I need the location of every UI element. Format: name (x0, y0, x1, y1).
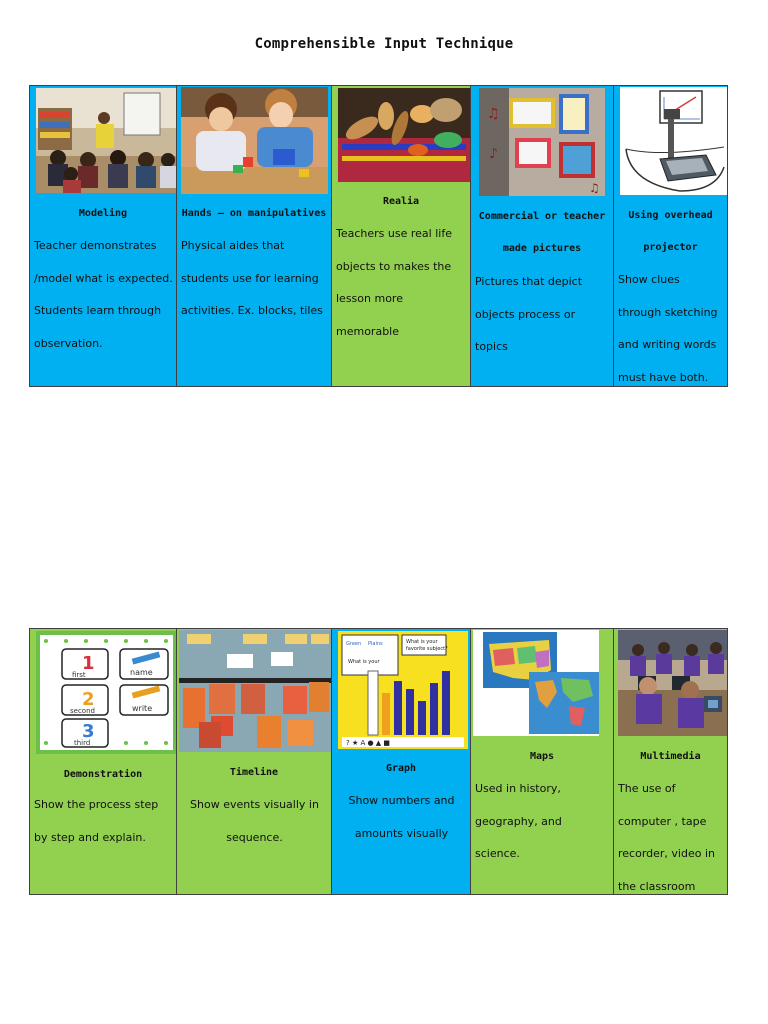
cell-heading: Modeling (78, 208, 128, 219)
cell-heading: Commercial or teacher made pictures (478, 211, 606, 254)
cell-description: Show clues through sketching and writing words must have both. (618, 273, 718, 384)
cell-description: The use of computer , tape recorder, video in the classroom (618, 782, 715, 893)
svg-text:♪: ♪ (489, 146, 498, 162)
cell-description: Physical aides that students use for learning activities. Ex. blocks, tiles (181, 239, 323, 317)
svg-text:2: 2 (82, 689, 95, 710)
cell-heading: Hands – on manipulatives (181, 208, 327, 219)
svg-text:3: 3 (82, 721, 95, 742)
cell-description: Used in history, geography, and science. (475, 782, 562, 860)
cell-description: Show events visually in sequence. (190, 798, 319, 844)
cell-modeling (29, 85, 177, 387)
svg-text:♫: ♫ (589, 181, 600, 195)
svg-text:1: 1 (82, 653, 95, 674)
svg-text:? ★ A ● ▲ ■: ? ★ A ● ▲ ■ (346, 739, 391, 747)
page-title: Comprehensible Input Technique (254, 36, 514, 52)
cell-heading: Timeline (229, 767, 279, 778)
cell-heading: Graph (385, 763, 417, 774)
svg-text:Plains: Plains (368, 641, 383, 647)
cell-hands-on-manipulatives (176, 85, 332, 387)
wall-pictures-photo (479, 88, 605, 196)
computer-lab-photo (618, 630, 727, 736)
svg-text:name: name (130, 668, 153, 677)
children-manipulatives-photo (181, 87, 328, 194)
cell-overhead-projector (613, 85, 728, 387)
cell-description: Pictures that depict objects process or topics (475, 275, 583, 353)
cell-maps (470, 628, 614, 895)
cell-heading: Using overhead projector (628, 210, 713, 253)
bar-graph-poster-photo (338, 631, 468, 749)
technique-row-1 (29, 85, 728, 387)
cell-description: Teachers use real life objects to makes the lesson more memorable (336, 227, 452, 338)
svg-text:write: write (132, 704, 153, 713)
cell-timeline (176, 628, 332, 895)
classroom-modeling-photo (36, 88, 177, 193)
cell-multimedia (613, 628, 728, 895)
realia-objects-photo (338, 88, 470, 182)
cell-heading: Multimedia (640, 751, 701, 762)
cell-description: Show the process step by step and explain. (34, 798, 159, 844)
svg-text:second: second (70, 707, 95, 715)
cell-description: Teacher demonstrates /model what is expected. Students learn through observation. (34, 239, 173, 350)
svg-text:♫: ♫ (487, 106, 500, 122)
cell-graph (331, 628, 471, 895)
timeline-board-photo (179, 630, 331, 752)
first-second-third-cards-photo (36, 631, 177, 754)
cell-realia (331, 85, 471, 387)
svg-text:favorite subject?: favorite subject? (406, 646, 448, 652)
overhead-projector-illustration (620, 87, 727, 195)
cell-description: Show numbers and amounts visually (348, 794, 455, 840)
svg-text:What is your: What is your (348, 659, 380, 665)
svg-text:Green: Green (346, 641, 362, 647)
technique-row-2 (29, 628, 728, 895)
cell-heading: Demonstration (63, 769, 143, 780)
cell-heading: Maps (529, 751, 555, 762)
cell-commercial-pictures (470, 85, 614, 387)
svg-text:What is your: What is your (406, 639, 438, 645)
cell-demonstration (29, 628, 177, 895)
cell-heading: Realia (382, 196, 420, 207)
usa-world-maps-photo (473, 630, 599, 736)
svg-text:third: third (74, 739, 91, 747)
svg-text:first: first (72, 671, 86, 679)
